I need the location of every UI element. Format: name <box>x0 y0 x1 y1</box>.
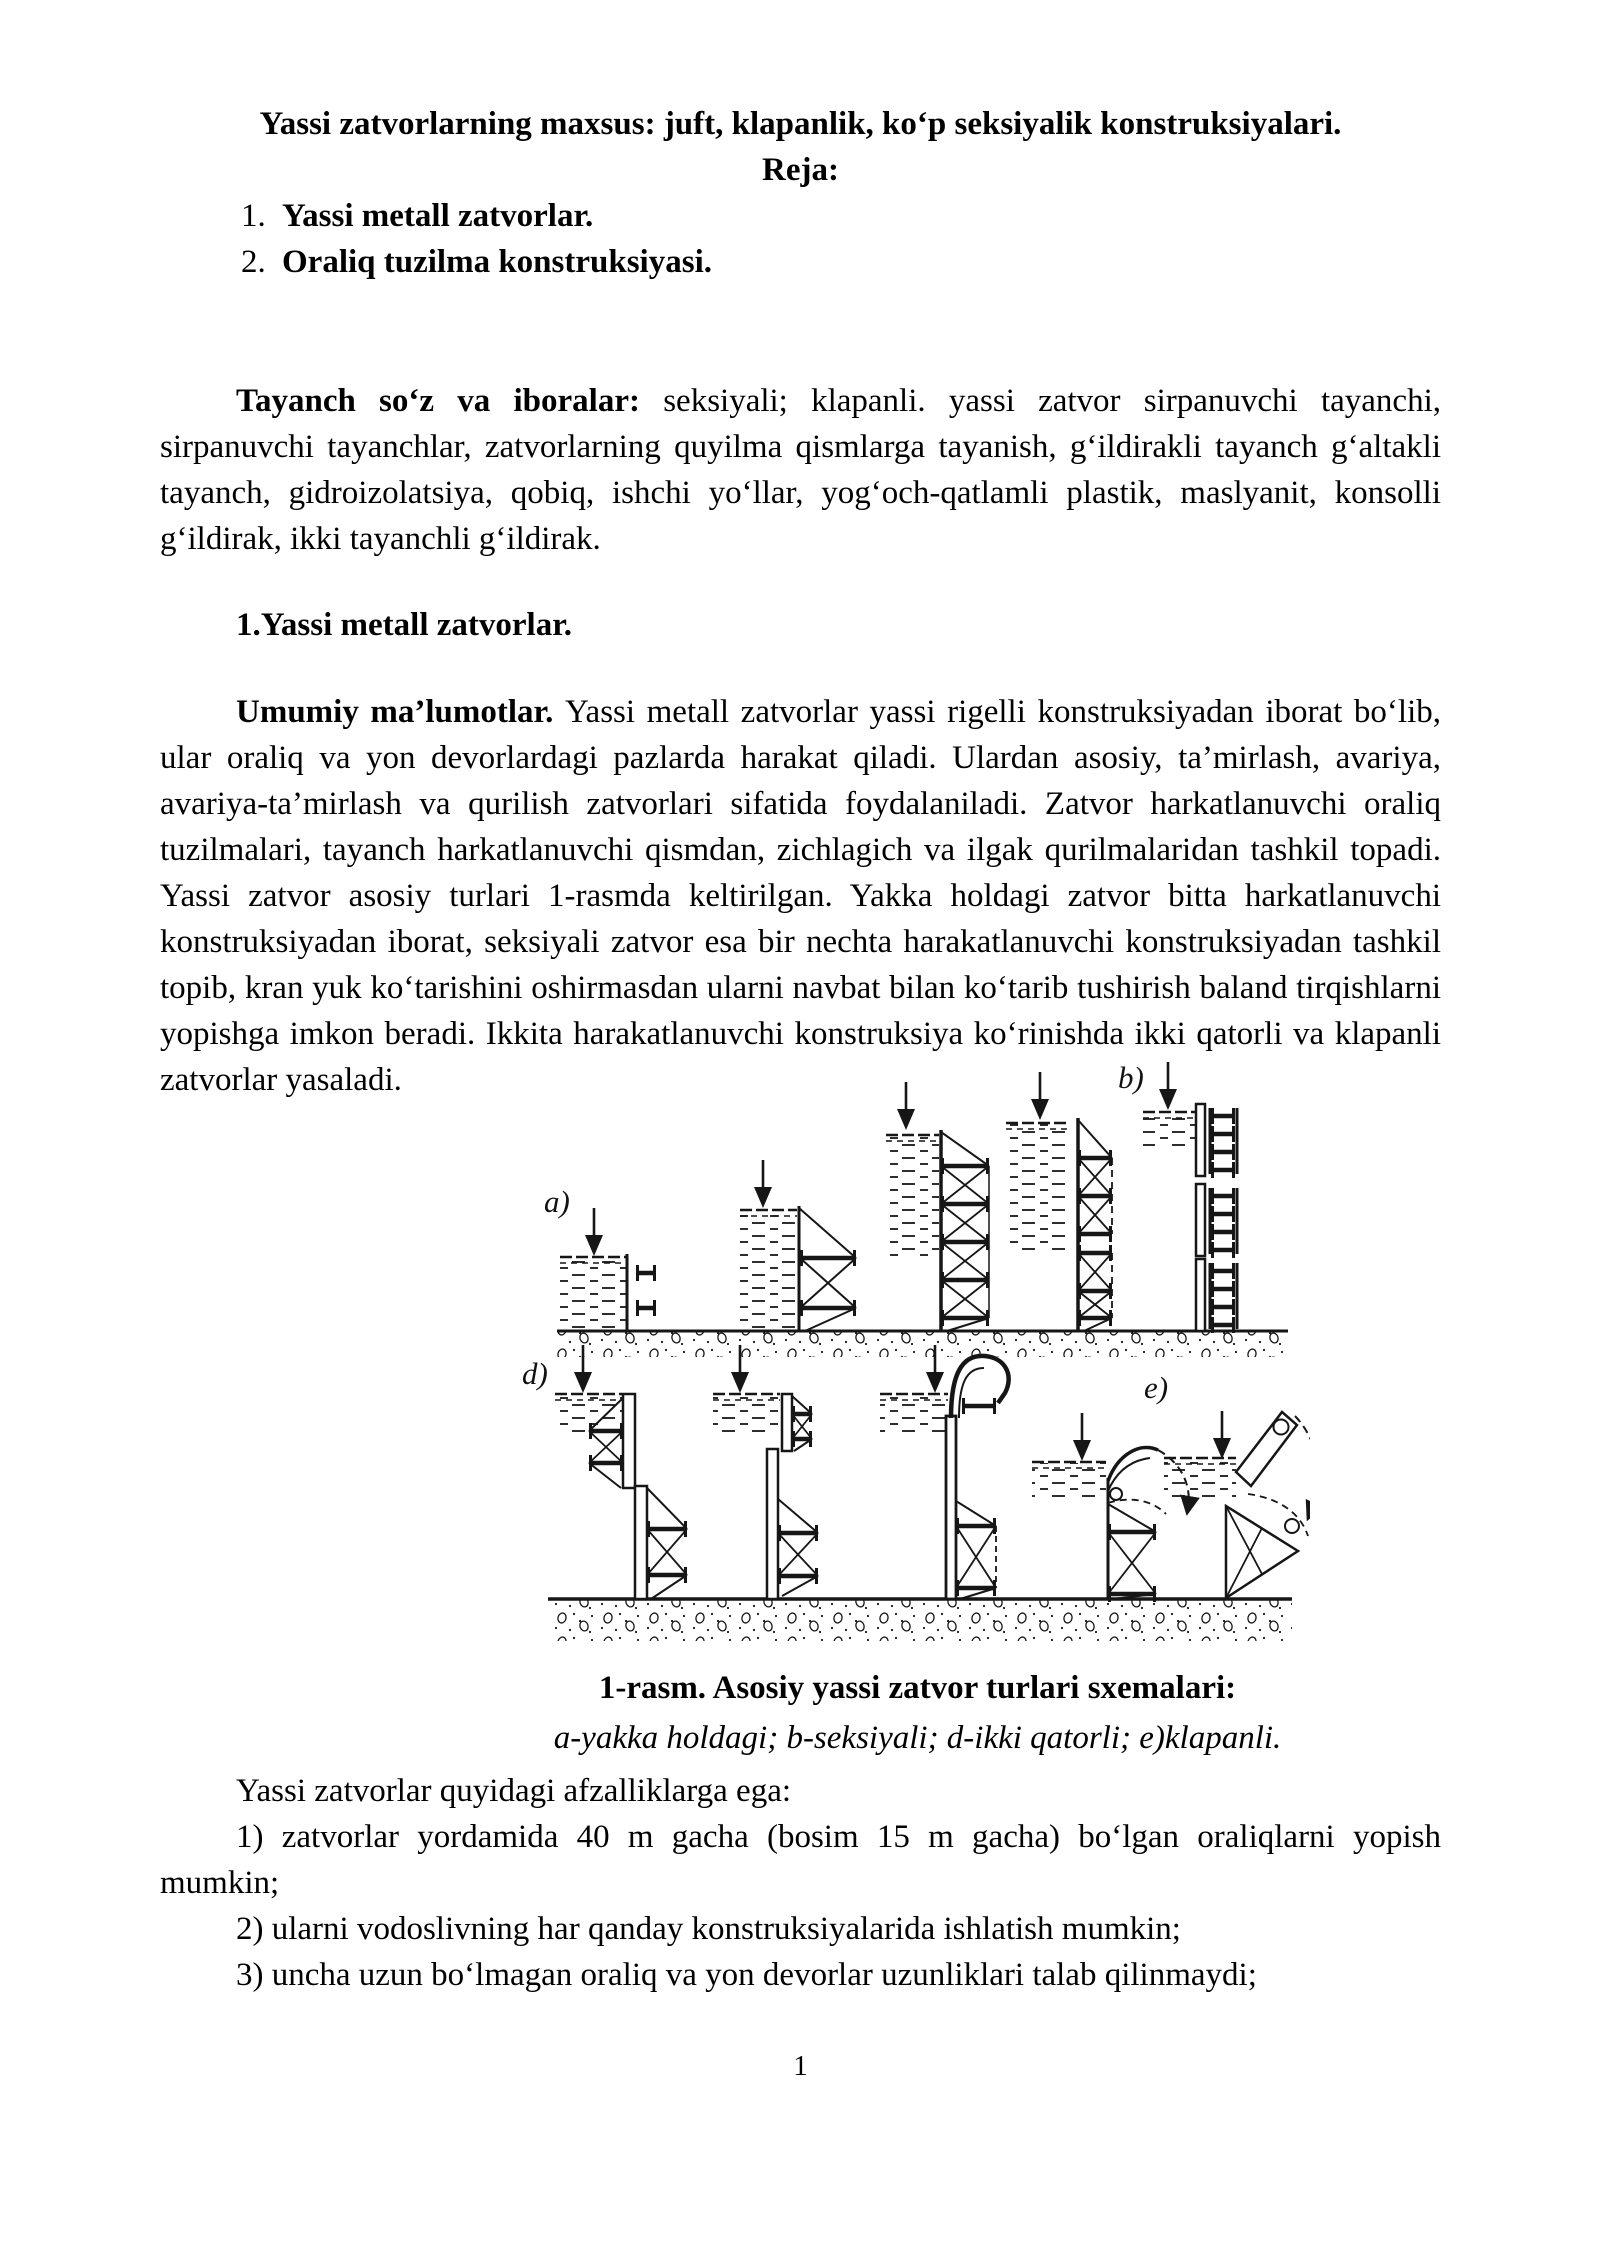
figure-label-a: a) <box>544 1184 570 1219</box>
down-arrow-icon <box>1031 1072 1049 1120</box>
doc-title: Yassi zatvorlarning maxsus: juft, klapanlik, ko‘p seksiyalik konstruksiyalari. <box>259 106 1342 142</box>
plan-item-text: Yassi metall zatvorlar. <box>282 198 594 234</box>
gate-scheme-single-small <box>560 1208 656 1331</box>
advantages-intro: Yassi zatvorlar quyidagi afzalliklarga ega: <box>236 1773 792 1809</box>
gate-scheme-sectional-slots <box>1143 1062 1237 1333</box>
plan-item-text: Oraliq tuzilma konstruksiyasi. <box>282 244 712 280</box>
gate-scheme-sectional-truss <box>1006 1072 1112 1331</box>
gate-scheme-flap-curved <box>1032 1413 1189 1602</box>
plan-item-number: 1. <box>241 198 266 234</box>
down-arrow-icon <box>754 1160 772 1208</box>
page-number: 1 <box>793 2050 808 2082</box>
plan-item <box>160 193 1441 239</box>
gate-scheme-single-tall <box>886 1082 989 1331</box>
gate-scheme-double-row-1 <box>555 1345 687 1599</box>
down-arrow-icon <box>585 1208 603 1256</box>
plan-item <box>160 239 1441 285</box>
ground-band-bottom <box>548 1599 1292 1641</box>
figure-label-b: b) <box>1118 1060 1144 1095</box>
plan-item-number: 2. <box>241 244 266 280</box>
gate-scheme-hook-top <box>880 1345 1009 1599</box>
plan-heading: Reja: <box>762 152 839 188</box>
keywords-lead: Tayanch so‘z va iboralar: <box>236 383 664 419</box>
advantage-item-3: 3) uncha uzun bo‘lmagan oraliq va yon devorlar uzunliklari talab qilinmaydi; <box>236 1957 1257 1993</box>
keywords-paragraph <box>160 378 1441 562</box>
down-arrow-icon <box>1213 1411 1231 1459</box>
figure-caption-title: 1-rasm. Asosiy yassi zatvor turlari sxemalari: <box>598 1670 1237 1706</box>
figure-1 <box>520 1041 1310 1649</box>
advantage-item-1: 1) zatvorlar yordamida 40 m gacha (bosim 15 m gacha) bo‘lgan oraliqlarni yopish mumkin; <box>160 1819 1441 1901</box>
ground-band-top <box>557 1331 1288 1357</box>
down-arrow-icon <box>897 1082 915 1130</box>
plan-list <box>160 193 1441 285</box>
keywords-text: seksiyali; klapanli. yassi zatvor sirpanuvchi tayanchi, sirpanuvchi tayanchlar, zatvorlarning quyilma qismlarga tayanish, g‘ildirakli tayanch g‘altakli tayanch, gidroizolatsiya, qobiq, ishchi yo‘llar, yog‘och-qatlamli plastik, maslyanit, konsolli g‘ildirak, ikki tayanchli g‘ildirak. <box>160 383 1441 557</box>
gate-scheme-klapan-hinged <box>1164 1411 1310 1598</box>
gate-scheme-double-row-2 <box>713 1345 818 1599</box>
advantage-item-2: 2) ularni vodoslivning har qanday konstruksiyalarida ishlatish mumkin; <box>236 1911 1181 1947</box>
general-info-text: Yassi metall zatvorlar yassi rigelli konstruksiyadan iborat bo‘lib, ular oraliq va yon devorlardagi pazlarda harakat qiladi. Ulardan asosiy, ta’mirlash, avariya, avariya-ta’mirlash va qurilish zatvorlari sifatida foydalaniladi. Zatvor harkatlanuvchi oraliq tuzilmalari, tayanch harkatlanuvchi qismdan, zichlagich va ilgak qurilmalaridan tashkil topadi. Yassi zatvor asosiy turlari 1-rasmda keltirilgan. Yakka holdagi zatvor bitta harkatlanuvchi konstruksiyadan iborat, seksiyali zatvor esa bir nechta harakatlanuvchi konstruksiyadan tashkil topib, kran yuk ko‘tarishini oshirmasdan ularni navbat bilan ko‘tarib tushirish baland tirqishlarni yopishga imkon beradi. Ikkita harakatlanuvchi konstruksiya ko‘rinishda ikki qatorli va klapanli zatvorlar yasaladi. <box>160 694 1441 1098</box>
figure-label-e: e) <box>1144 1370 1169 1405</box>
down-arrow-icon <box>1073 1413 1091 1461</box>
section-heading: 1.Yassi metall zatvorlar. <box>236 607 573 643</box>
figure-caption-legend: a-yakka holdagi; b-seksiyali; d-ikki qatorli; e)klapanli. <box>553 1720 1282 1756</box>
general-info-paragraph <box>160 689 1441 1103</box>
down-arrow-icon <box>1159 1062 1177 1110</box>
figure-label-d: d) <box>522 1356 548 1391</box>
gate-schemes-drawing <box>520 1041 1310 1649</box>
gate-scheme-single-medium <box>740 1160 856 1331</box>
general-info-lead: Umumiy ma’lumotlar. <box>236 694 566 730</box>
